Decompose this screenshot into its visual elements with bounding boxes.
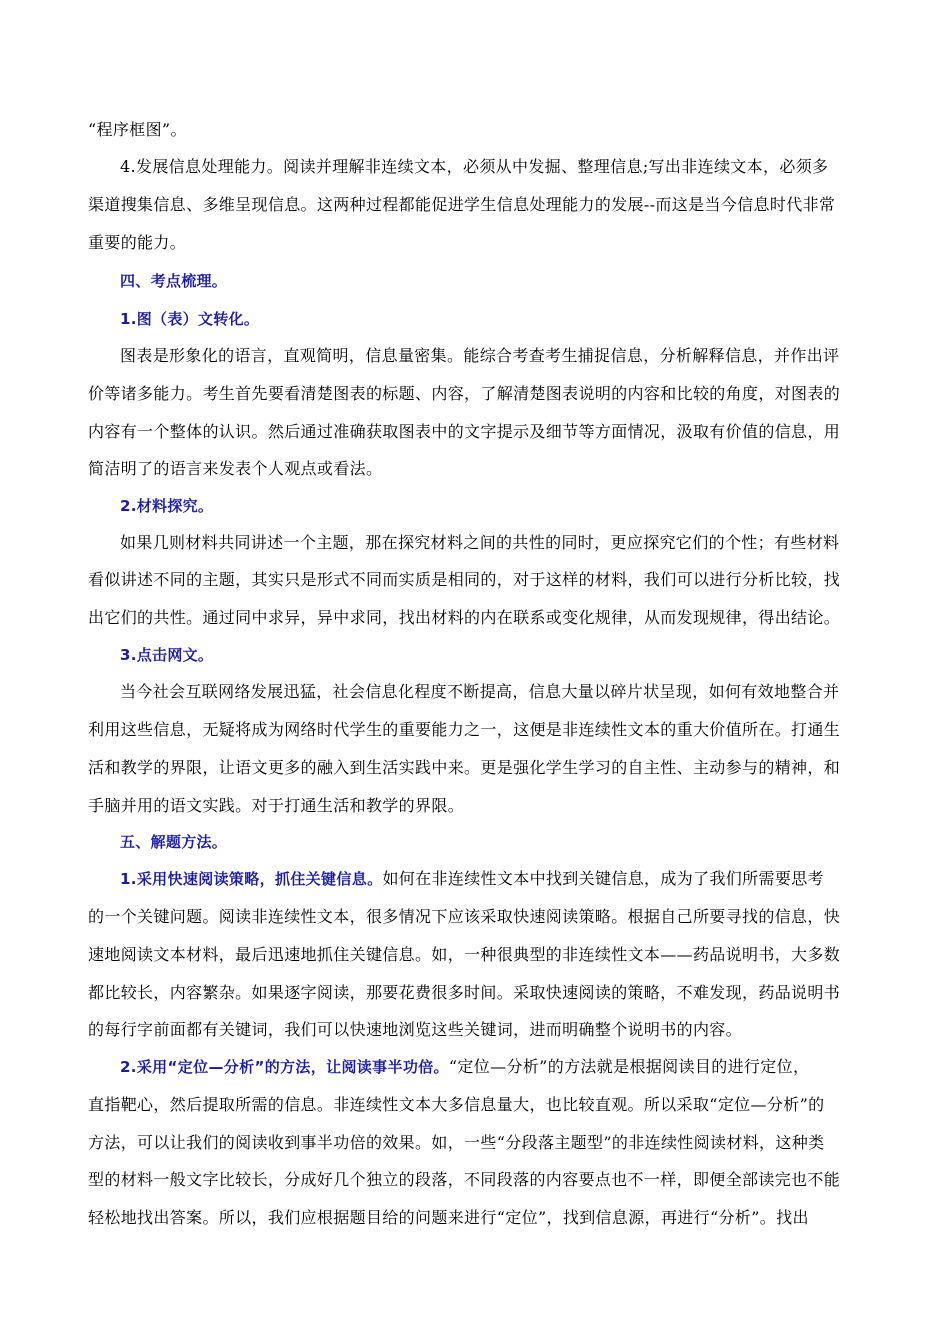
paragraph-line: 如果几则材料共同讲述一个主题，那在探究材料之间的共性的同时，更应探究它们的个性；有些材料 (120, 533, 840, 552)
paragraph-line: 渠道搜集信息、多维呈现信息。这两种过程都能促进学生信息处理能力的发展--而这是当今信息时代非常 (88, 195, 836, 214)
paragraph-line: 的每行字前面都有关键词，我们可以快速地浏览这些关键词，进而明确整个说明书的内容。 (88, 1020, 743, 1039)
subsection-heading: 1.图（表）文转化。 (120, 310, 260, 328)
method-text: “定位—分析”的方法就是根据阅读目的进行定位， (448, 1057, 810, 1076)
paragraph-line: 都比较长，内容繁杂。如果逐字阅读，那要花费很多时间。采取快速阅读的策略，不难发现，药品说明书 (88, 983, 841, 1002)
paragraph-line: 重要的能力。 (88, 233, 187, 252)
method-text: 如何在非连续性文本中找到关键信息，成为了我们所需要思考 (382, 869, 824, 888)
paragraph-line: 内容有一个整体的认识。然后通过准确获取图表中的文字提示及细节等方面情况，汲取有价值的信息，用 (88, 422, 841, 441)
paragraph-line (120, 869, 868, 889)
method-lead: 2.采用“定位—分析”的方法，让阅读事半功倍。 (120, 1058, 449, 1076)
paragraph-line: 的一个关键问题。阅读非连续性文本，很多情况下应该采取快速阅读策略。根据自己所要寻找的信息，快 (88, 907, 841, 926)
method-lead: 1.采用快速阅读策略，抓住关键信息。 (120, 870, 383, 888)
subsection-heading: 2.材料探究。 (120, 497, 214, 515)
paragraph-line: 4.发展信息处理能力。阅读并理解非连续文本，必须从中发掘、整理信息;写出非连续文本，必须多 (120, 157, 829, 176)
paragraph-line: 活和教学的界限，让语文更多的融入到生活实践中来。更是强化学生学习的自主性、主动参与的精神，和 (88, 758, 841, 777)
paragraph-line: 出它们的共性。通过同中求异，异中求同，找出材料的内在联系或变化规律，从而发现规律，得出结论。 (88, 608, 841, 627)
paragraph-line: 利用这些信息，无疑将成为网络时代学生的重要能力之一，这便是非连续性文本的重大价值所在。打通生 (88, 720, 841, 739)
paragraph-line: 轻松地找出答案。所以，我们应根据题目给的问题来进行“定位”，找到信息源，再进行“分析”。找出 (88, 1208, 809, 1227)
paragraph-line: 速地阅读文本材料，最后迅速地抓住关键信息。如，一种很典型的非连续性文本——药品说明书，大多数 (88, 945, 841, 964)
section-heading: 五、解题方法。 (120, 833, 228, 851)
paragraph-line: 当今社会互联网络发展迅猛，社会信息化程度不断提高，信息大量以碎片状呈现，如何有效地整合并 (120, 682, 840, 701)
paragraph-line: 简洁明了的语言来发表个人观点或看法。 (88, 459, 383, 478)
paragraph-line: 直指靶心，然后提取所需的信息。非连续性文本大多信息量大，也比较直观。所以采取“定位—分析”的 (88, 1095, 825, 1114)
paragraph-line (120, 1057, 868, 1077)
paragraph-line: 型的材料一般文字比较长，分成好几个独立的段落，不同段落的内容要点也不一样，即便全部读完也不能 (88, 1170, 841, 1189)
section-heading: 四、考点梳理。 (120, 272, 228, 290)
paragraph-line: 手脑并用的语文实践。对于打通生活和教学的界限。 (88, 796, 465, 815)
subsection-heading: 3.点击网文。 (120, 646, 214, 664)
paragraph-line: 图表是形象化的语言，直观简明，信息量密集。能综合考查考生捕捉信息，分析解释信息，并作出评 (120, 346, 840, 365)
paragraph-line: 看似讲述不同的主题，其实只是形式不同而实质是相同的，对于这样的材料，我们可以进行分析比较，找 (88, 570, 841, 589)
paragraph-line: 方法，可以让我们的阅读收到事半功倍的效果。如，一些“分段落主题型”的非连续性阅读材料，这种类 (88, 1133, 825, 1152)
paragraph-line: “程序框图”。 (88, 120, 187, 139)
paragraph-line: 价等诸多能力。考生首先要看清楚图表的标题、内容，了解清楚图表说明的内容和比较的角度，对图表的 (88, 384, 841, 403)
